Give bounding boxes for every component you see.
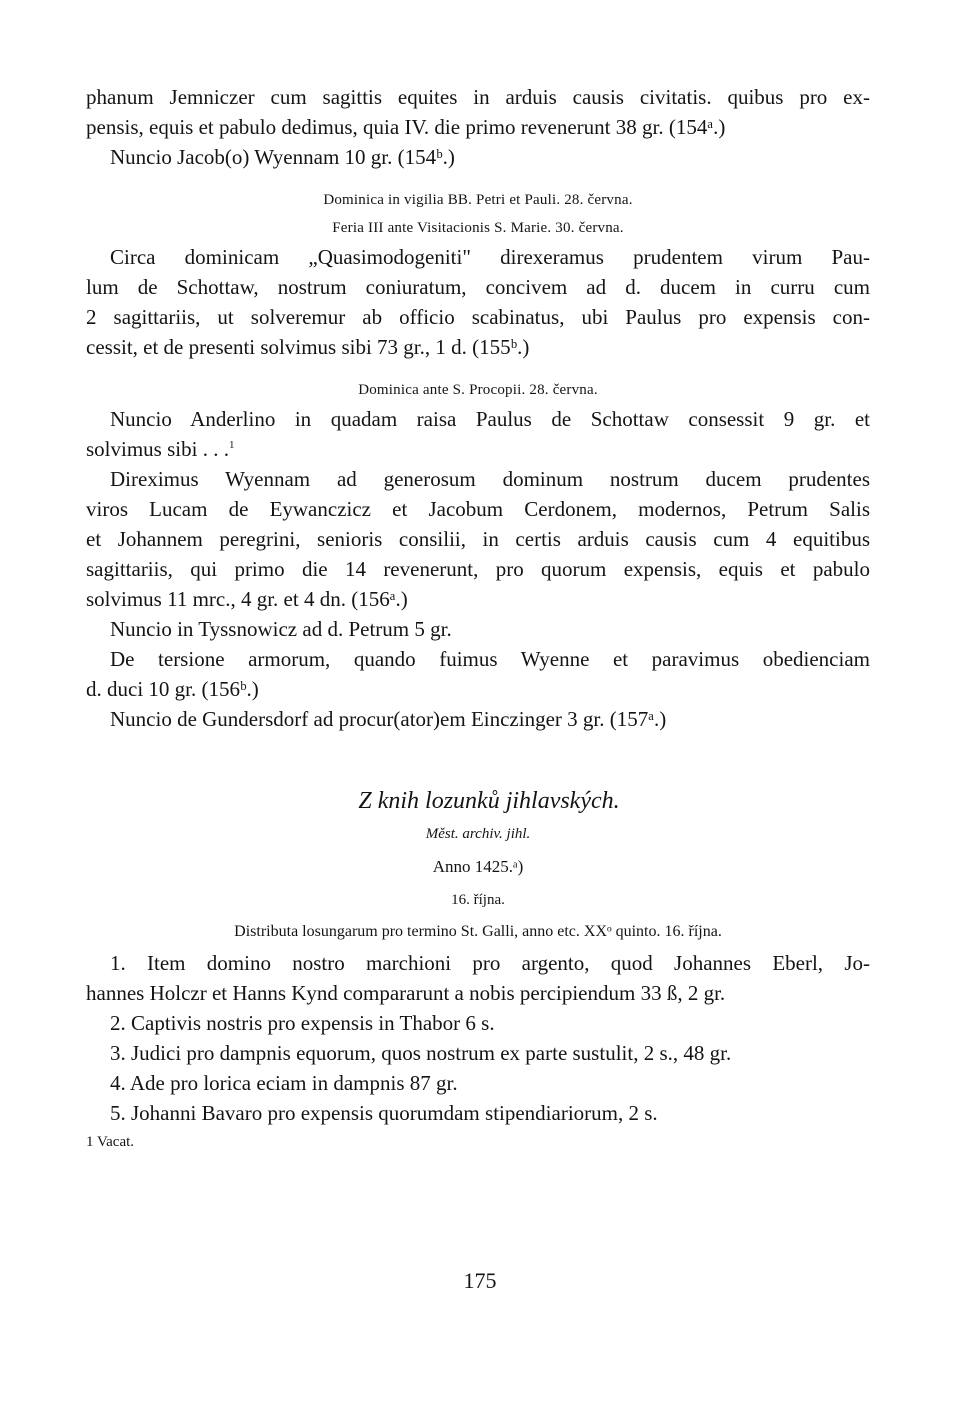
archive-reference: Měst. archiv. jihl.: [425, 826, 531, 842]
paragraph-nuncio-anderlino: [86, 404, 870, 464]
text-line: Nuncio Anderlino in quadam raisa Paulus de Schottaw consessit 9 gr. et: [110, 407, 870, 431]
section-title: Z knih lozunků jihlavských.: [358, 788, 620, 814]
distributa-heading: Distributa losungarum pro termino St. Galli, anno etc. XXᵒ quinto. 16. října.: [234, 923, 722, 940]
date-heading: Dominica in vigilia BB. Petri et Pauli. 28. června.: [323, 192, 633, 208]
footnote-marker: 1: [228, 439, 235, 451]
date-heading: 16. října.: [451, 892, 505, 908]
text-line: Nuncio Jacob(o) Wyennam 10 gr. (154ᵇ.): [110, 145, 455, 169]
text-line: Direximus Wyennam ad generosum dominum nostrum ducem prudentes: [110, 467, 870, 491]
list-item: 2. Captivis nostris pro expensis in Thabor 6 s.: [110, 1011, 495, 1035]
text-line: pensis, equis et pabulo dedimus, quia IV. die primo revenerunt 38 gr. (154ᵃ.): [86, 115, 726, 139]
date-heading: Feria III ante Visitacionis S. Marie. 30. června.: [332, 220, 624, 236]
text-line: Nuncio de Gundersdorf ad procur(ator)em Einczinger 3 gr. (157ᵃ.): [110, 707, 667, 731]
text-line: sagittariis, qui primo die 14 revenerunt, pro quorum expensis, equis et pabulo: [86, 557, 870, 581]
text-line: [86, 434, 870, 464]
text-line: solvimus 11 mrc., 4 gr. et 4 dn. (156ᵃ.): [86, 587, 408, 611]
text-line: viros Lucam de Eywanczicz et Jacobum Cerdonem, modernos, Petrum Salis: [86, 497, 870, 521]
text-line: phanum Jemniczer cum sagittis equites in arduis causis civitatis. quibus pro ex-: [86, 85, 870, 109]
text-line: Nuncio in Tyssnowicz ad d. Petrum 5 gr.: [110, 617, 452, 641]
paragraph-circa: [86, 242, 870, 362]
list-item: 1. Item domino nostro marchioni pro argento, quod Johannes Eberl, Jo-: [110, 951, 870, 975]
paragraph-direximus: [86, 464, 870, 614]
list-item: 4. Ade pro lorica eciam in dampnis 87 gr.: [110, 1071, 458, 1095]
list-item: 5. Johanni Bavaro pro expensis quorumdam stipendiariorum, 2 s.: [110, 1101, 658, 1125]
list-item: 3. Judici pro dampnis equorum, quos nostrum ex parte sustulit, 2 s., 48 gr.: [110, 1041, 732, 1065]
text-line: De tersione armorum, quando fuimus Wyenne et paravimus obedienciam: [110, 647, 870, 671]
top-paragraph: [86, 82, 870, 172]
text-line: et Johannem peregrini, senioris consilii, in certis arduis causis cum 4 equitibus: [86, 527, 870, 551]
text-line: cessit, et de presenti solvimus sibi 73 gr., 1 d. (155ᵇ.): [86, 335, 530, 359]
year-heading: Anno 1425.ᵃ): [432, 857, 524, 876]
list-item: hannes Holczr et Hanns Kynd compararunt a nobis percipiendum 33 ß, 2 gr.: [86, 981, 726, 1005]
text-line: Circa dominicam „Quasimodogeniti" direxeramus prudentem virum Pau-: [110, 245, 870, 269]
item-list: [86, 948, 870, 1128]
date-heading: Dominica ante S. Procopii. 28. června.: [358, 382, 598, 398]
footnote: 1 Vacat.: [86, 1134, 135, 1150]
text-line: d. duci 10 gr. (156ᵇ.): [86, 677, 259, 701]
paragraph-tersione: [86, 644, 870, 704]
text-line: lum de Schottaw, nostrum coniuratum, concivem ad d. ducem in curru cum: [86, 275, 870, 299]
page-number: 175: [463, 1268, 497, 1293]
text-line: 2 sagittariis, ut solveremur ab officio scabinatus, ubi Paulus pro expensis con-: [86, 305, 870, 329]
text-fragment: solvimus sibi . . .: [86, 437, 229, 461]
page-body: [86, 82, 870, 1156]
